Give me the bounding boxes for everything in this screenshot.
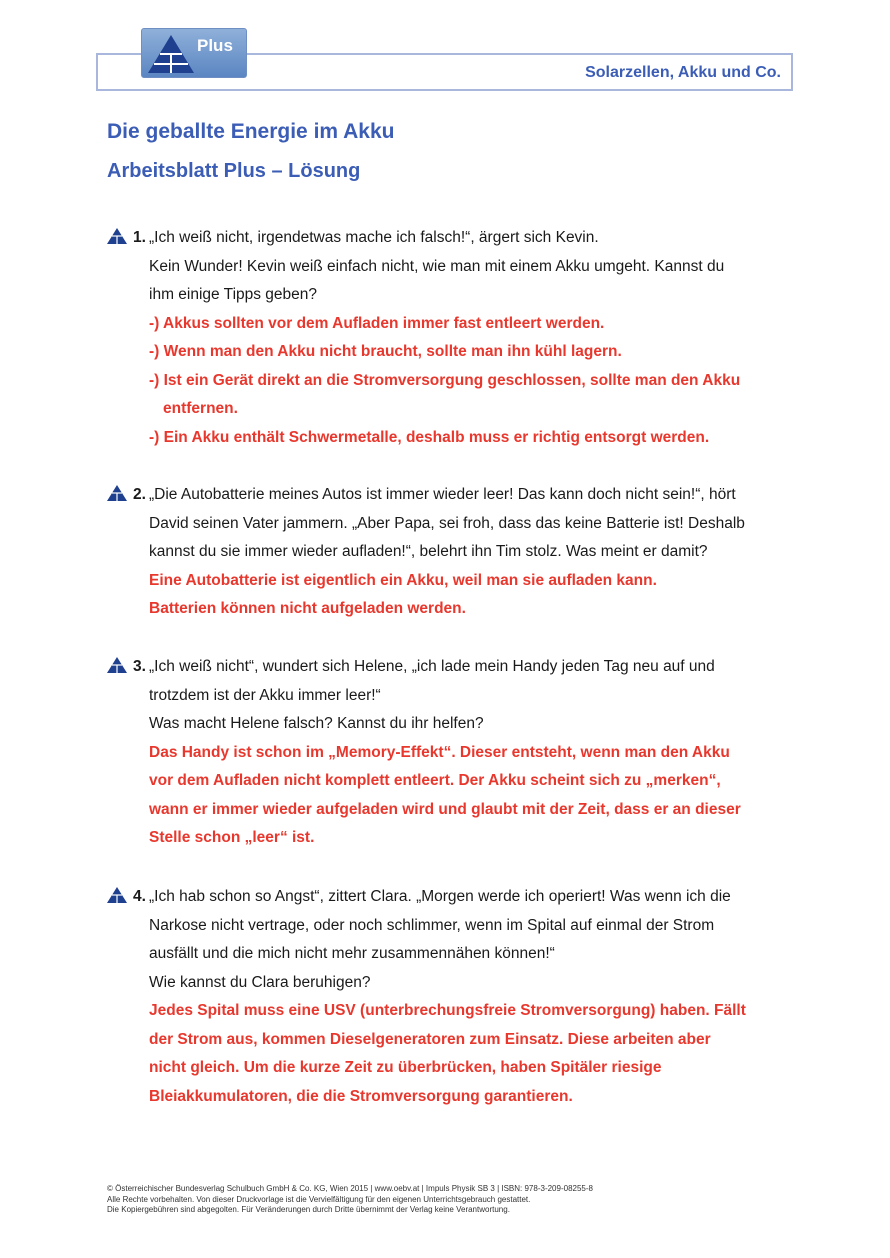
footer-line: Alle Rechte vorbehalten. Von dieser Druckvorlage ist die Vervielfältigung für den eigenen Unterrichtsgebrauch gestattet. — [107, 1194, 531, 1204]
answer-line: -) Wenn man den Akku nicht braucht, sollte man ihn kühl lagern. — [149, 343, 622, 360]
question-line: David seinen Vater jammern. „Aber Papa, sei froh, dass das keine Batterie ist! Deshalb — [149, 514, 745, 532]
task-number: 4. — [133, 888, 146, 905]
question-line: „Die Autobatterie meines Autos ist immer wieder leer! Das kann doch nicht sein!“, hört — [149, 486, 736, 503]
pyramid-icon — [107, 228, 127, 244]
answer-line: -) Ist ein Gerät direkt an die Stromversorgung geschlossen, sollte man den Akku — [149, 371, 741, 389]
answer-line: Jedes Spital muss eine USV (unterbrechungsfreie Stromversorgung) haben. Fällt — [149, 1002, 746, 1019]
logo-text: Plus — [197, 36, 233, 55]
task-4 — [107, 883, 797, 1111]
question-line: kannst du sie immer wieder aufladen!“, belehrt ihn Tim stolz. Was meint er damit? — [149, 543, 708, 560]
task-number: 1. — [133, 229, 146, 246]
answer-line: entfernen. — [163, 400, 238, 417]
pyramid-icon — [107, 657, 127, 673]
task-3 — [107, 653, 797, 853]
question-line: ihm einige Tipps geben? — [149, 286, 318, 303]
pyramid-logo-icon — [146, 33, 196, 75]
question-line: Wie kannst du Clara beruhigen? — [149, 973, 371, 991]
task-number: 2. — [133, 486, 146, 503]
answer-line: Batterien können nicht aufgeladen werden. — [149, 600, 466, 617]
question-line: trotzdem ist der Akku immer leer!“ — [149, 686, 381, 704]
answer-line: -) Akkus sollten vor dem Aufladen immer fast entleert werden. — [149, 314, 605, 332]
task-2 — [107, 481, 797, 624]
header-title: Solarzellen, Akku und Co. — [585, 64, 781, 81]
task-1 — [107, 224, 797, 452]
question-line: „Ich hab schon so Angst“, zittert Clara. „Morgen werde ich operiert! Was wenn ich die — [149, 888, 731, 905]
question-line: Was macht Helene falsch? Kannst du ihr helfen? — [149, 715, 484, 732]
footer-line: © Österreichischer Bundesverlag Schulbuch GmbH & Co. KG, Wien 2015 | www.oebv.at | Impuls Physik SB 3 | ISBN: 978-3-209-08255-8 — [107, 1184, 593, 1193]
question-line: ausfällt und die mich nicht mehr zusammennähen können!“ — [149, 945, 555, 962]
question-line: Narkose nicht vertrage, oder noch schlimmer, wenn im Spital auf einmal der Strom — [149, 916, 715, 934]
footer-line: Die Kopiergebühren sind abgegolten. Für Veränderungen durch Dritte übernimmt der Verlag keine Verantwortung. — [107, 1205, 510, 1214]
pyramid-icon — [107, 485, 127, 501]
answer-line: nicht gleich. Um die kurze Zeit zu überbrücken, haben Spitäler riesige — [149, 1059, 662, 1076]
answer-line: wann er immer wieder aufgeladen wird und glaubt mit der Zeit, dass er an dieser — [149, 800, 741, 818]
question-line: „Ich weiß nicht“, wundert sich Helene, „ich lade mein Handy jeden Tag neu auf und — [149, 658, 715, 675]
answer-line: der Strom aus, kommen Dieselgeneratoren zum Einsatz. Diese arbeiten aber — [149, 1030, 711, 1048]
answer-line: Bleiakkumulatoren, die die Stromversorgung garantieren. — [149, 1087, 573, 1105]
question-line: „Ich weiß nicht, irgendetwas mache ich falsch!“, ärgert sich Kevin. — [149, 229, 599, 246]
answer-line: Eine Autobatterie ist eigentlich ein Akku, weil man sie aufladen kann. — [149, 571, 657, 589]
answer-line: vor dem Aufladen nicht komplett entleert. Der Akku scheint sich zu „merken“, — [149, 772, 721, 789]
plus-logo — [141, 28, 247, 78]
task-number: 3. — [133, 658, 146, 675]
page-title: Die geballte Energie im Akku — [107, 120, 395, 143]
answer-line: -) Ein Akku enthält Schwermetalle, deshalb muss er richtig entsorgt werden. — [149, 428, 710, 446]
page-subtitle: Arbeitsblatt Plus – Lösung — [107, 160, 361, 182]
question-line: Kein Wunder! Kevin weiß einfach nicht, wie man mit einem Akku umgeht. Kannst du — [149, 257, 725, 275]
copyright-footer — [107, 1184, 593, 1216]
answer-line: Stelle schon „leer“ ist. — [149, 829, 315, 846]
answer-line: Das Handy ist schon im „Memory-Effekt“. Dieser entsteht, wenn man den Akku — [149, 743, 730, 761]
pyramid-icon — [107, 887, 127, 903]
